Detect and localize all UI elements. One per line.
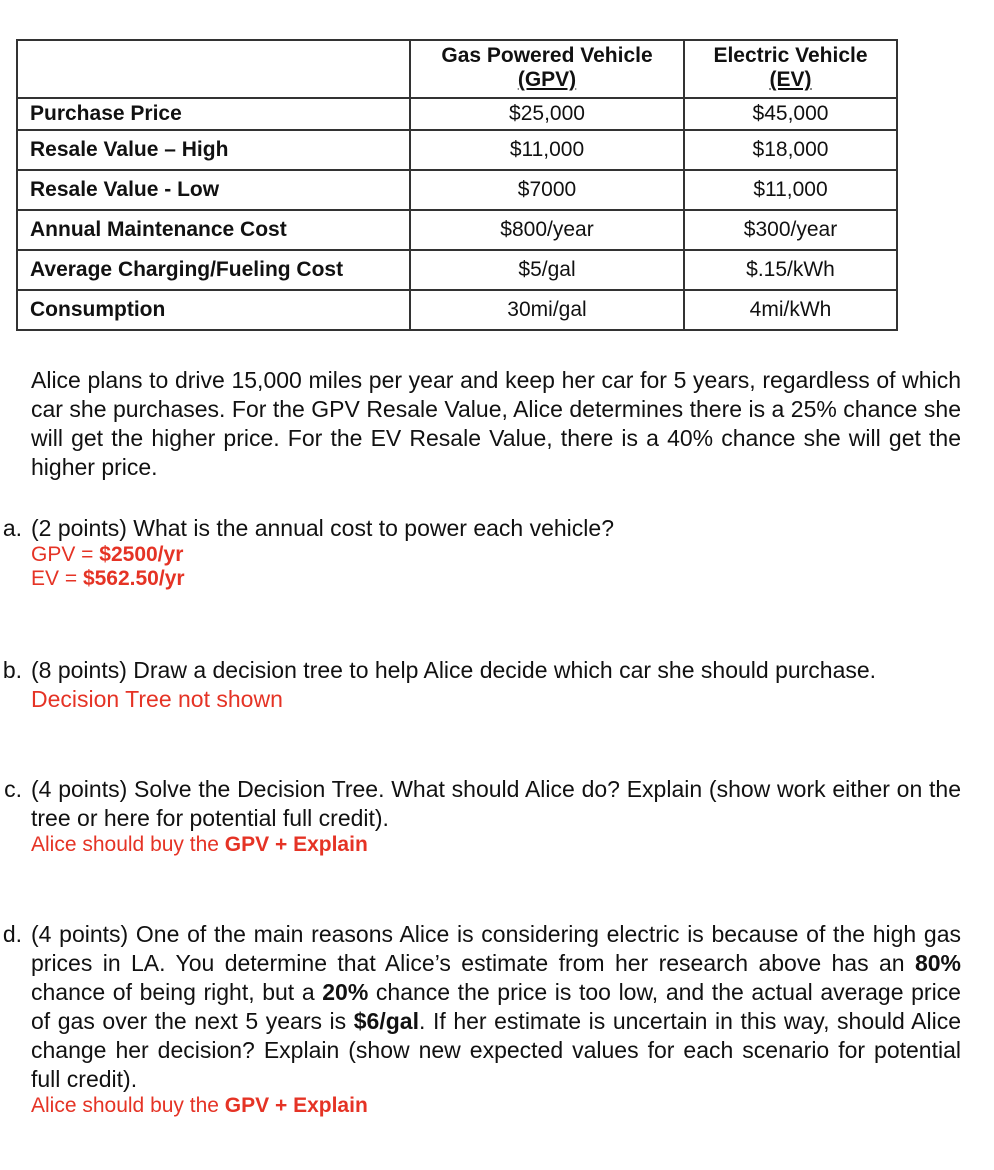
answer-a-gpv-value: $2500/yr <box>99 543 184 566</box>
answer-b: Decision Tree not shown <box>31 686 283 712</box>
question-a-text: (2 points) What is the annual cost to power each vehicle? <box>31 515 614 541</box>
answer-a-ev-prefix: EV = <box>31 567 83 590</box>
answer-a-gpv-prefix: GPV = <box>31 543 100 566</box>
header-ev-line1: Electric Vehicle <box>713 44 868 67</box>
question-d-bold-3: $6/gal <box>353 1008 419 1034</box>
header-gpv-line2: (GPV) <box>517 68 577 91</box>
gpv-value: $800/year <box>410 210 684 250</box>
ev-value: $300/year <box>684 210 897 250</box>
table-row <box>17 98 897 130</box>
question-c <box>0 775 965 857</box>
table-row <box>17 170 897 210</box>
row-label: Purchase Price <box>17 98 410 130</box>
row-label: Annual Maintenance Cost <box>17 210 410 250</box>
gpv-value: $25,000 <box>410 98 684 130</box>
row-label: Consumption <box>17 290 410 330</box>
question-c-text: (4 points) Solve the Decision Tree. What should Alice do? Explain (show work either on the tree or here for potential full credit). <box>31 776 961 831</box>
answer-d-bold: GPV + Explain <box>224 1094 368 1117</box>
answer-d-prefix: Alice should buy the <box>31 1094 225 1117</box>
gpv-value: $11,000 <box>410 130 684 170</box>
header-ev-line2: (EV) <box>769 68 812 91</box>
ev-value: $.15/kWh <box>684 250 897 290</box>
answer-a-ev <box>31 567 961 591</box>
question-d-bold-2: 20% <box>322 979 369 1005</box>
question-a <box>0 514 965 591</box>
ev-value: $11,000 <box>684 170 897 210</box>
answer-a-ev-value: $562.50/yr <box>82 567 185 590</box>
header-gpv <box>410 40 684 98</box>
intro-paragraph: Alice plans to drive 15,000 miles per year and keep her car for 5 years, regardless of which car she purchases. For the GPV Resale Value, Alice determines there is a 25% chance she will get the higher price. For the EV Resale Value, there is a 40% chance she will get the higher price. <box>31 367 961 480</box>
question-d <box>0 920 965 1118</box>
answer-c <box>31 833 961 857</box>
row-label: Average Charging/Fueling Cost <box>17 250 410 290</box>
gpv-value: $7000 <box>410 170 684 210</box>
gpv-value: $5/gal <box>410 250 684 290</box>
question-d-bold-1: 80% <box>914 950 961 976</box>
question-b-text: (8 points) Draw a decision tree to help Alice decide which car she should purchase. <box>31 657 877 683</box>
row-label: Resale Value – High <box>17 130 410 170</box>
ev-value: $18,000 <box>684 130 897 170</box>
question-d-text-3: chance the price is too low, and the actual average price of gas over the next 5 years is <box>31 979 961 1034</box>
table-row <box>17 290 897 330</box>
question-c-number: c. <box>4 776 22 802</box>
question-d-text-2: chance of being right, but a <box>31 979 323 1005</box>
answer-a-gpv <box>31 543 961 567</box>
question-a-number: a. <box>2 515 22 541</box>
header-blank <box>17 40 410 98</box>
ev-value: 4mi/kWh <box>684 290 897 330</box>
comparison-table <box>16 39 898 331</box>
table-row <box>17 210 897 250</box>
header-gpv-line1: Gas Powered Vehicle <box>441 44 653 67</box>
question-b <box>0 656 965 714</box>
gpv-value: 30mi/gal <box>410 290 684 330</box>
table-row <box>17 130 897 170</box>
question-d-text-4: . If her estimate is uncertain in this way, should Alice change her decision? Explain (show new expected values for each scenario for potential full credit). <box>31 1008 962 1092</box>
table-row <box>17 250 897 290</box>
answer-c-prefix: Alice should buy the <box>31 833 225 856</box>
answer-c-bold: GPV + Explain <box>224 833 368 856</box>
answer-d <box>31 1094 961 1118</box>
question-d-text <box>31 920 961 1094</box>
row-label: Resale Value - Low <box>17 170 410 210</box>
ev-value: $45,000 <box>684 98 897 130</box>
question-b-number: b. <box>2 657 22 683</box>
header-ev <box>684 40 897 98</box>
table-header-row <box>17 40 897 98</box>
question-d-number: d. <box>2 921 22 947</box>
question-d-text-1: (4 points) One of the main reasons Alice is considering electric is because of the high gas prices in LA. You determine that Alice’s estimate from her research above has an <box>31 921 961 976</box>
